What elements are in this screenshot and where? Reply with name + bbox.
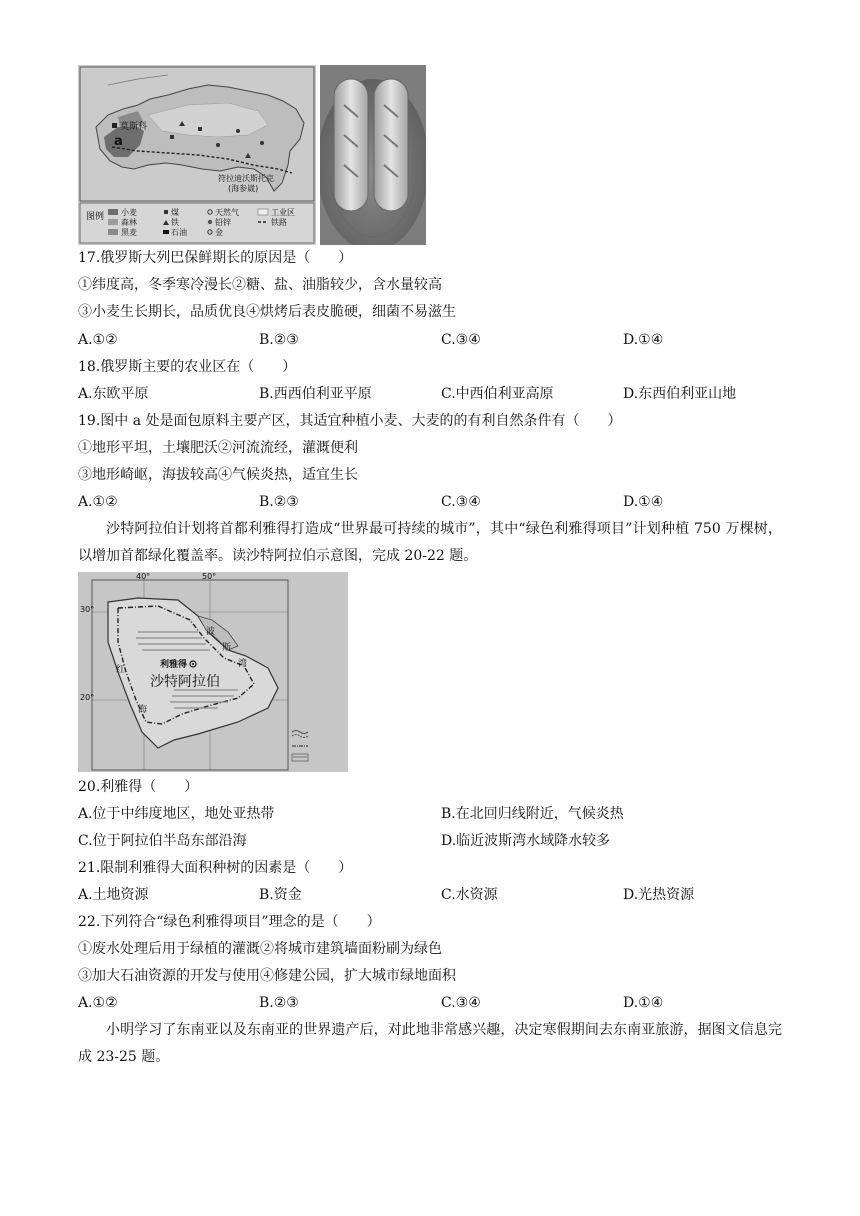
legend-lead-zinc: 铅锌 [215, 218, 231, 227]
q18-option-b[interactable]: B.西西伯利亚平原 [259, 386, 372, 402]
legend-oil: 石油 [171, 228, 187, 237]
moscow-marker [112, 123, 117, 128]
bread-image [320, 65, 426, 245]
q22-option-a[interactable]: A.①② [78, 995, 118, 1011]
q20-stem: 20.利雅得（ ） [78, 779, 199, 795]
q17-statement-2: ③小麦生长期长，品质优良④烘烤后表皮脆硬，细菌不易滋生 [78, 304, 456, 320]
saudi-map [78, 572, 348, 772]
q17-option-d[interactable]: D.①④ [623, 332, 664, 348]
q20-option-a[interactable]: A.位于中纬度地区，地处亚热带 [78, 806, 275, 822]
q19-statement-1: ①地形平坦，土壤肥沃②河流流经，灌溉便利 [78, 440, 358, 456]
q20-options-row1 [78, 804, 778, 824]
q19-stem: 19.图中 a 处是面包原料主要产区，其适宜种植小麦、大麦的的有利自然条件有（ ） [78, 413, 622, 429]
q21-stem: 21.限制利雅得大面积种树的因素是（ ） [78, 860, 353, 876]
q20-option-c[interactable]: C.位于阿拉伯半岛东部沿海 [78, 833, 247, 849]
q21-option-d[interactable]: D.光热资源 [623, 887, 695, 903]
q18-options [78, 384, 778, 404]
russia-map-legend [80, 203, 314, 243]
lat-30-label: 30° [80, 605, 95, 614]
legend-gold: 金 [215, 228, 223, 237]
legend-rye: 黑麦 [121, 228, 137, 237]
russia-map-figure [78, 65, 316, 245]
bread-photo [320, 65, 426, 245]
q19-options [78, 492, 778, 512]
legend-iron: 铁 [171, 218, 179, 227]
q18-option-d[interactable]: D.东西伯利亚山地 [623, 386, 737, 402]
q22-options [78, 993, 778, 1013]
q19-option-c[interactable]: C.③④ [441, 494, 481, 510]
vladivostok-sub-label: (海参崴) [228, 184, 259, 193]
lon-50-label: 50° [202, 572, 217, 581]
legend-wheat: 小麦 [121, 208, 137, 217]
q21-option-b[interactable]: B.资金 [259, 887, 302, 903]
q17-options [78, 330, 778, 350]
q18-option-c[interactable]: C.中西伯利亚高原 [441, 386, 554, 402]
legend-industrial: 工业区 [271, 208, 295, 217]
q21-options [78, 885, 778, 905]
lat-20-label: 20° [80, 693, 95, 702]
q22-stem: 22.下列符合“绿色利雅得项目”理念的是（ ） [78, 914, 381, 930]
q20-option-d[interactable]: D.临近波斯湾水域降水较多 [441, 833, 611, 849]
q19-option-d[interactable]: D.①④ [623, 494, 664, 510]
legend-forest: 森林 [121, 218, 137, 227]
passage-southeast-asia: 小明学习了东南亚以及东南亚的世界遗产后，对此地非常感兴趣，决定寒假期间去东南亚旅游，据图文信息完成 23-25 题。 [78, 1022, 782, 1065]
q22-statement-1: ①废水处理后用于绿植的灌溉②将城市建筑墙面粉刷为绿色 [78, 941, 442, 957]
q21-option-a[interactable]: A.土地资源 [78, 887, 149, 903]
q20-option-b[interactable]: B.在北回归线附近，气候炎热 [441, 806, 624, 822]
q22-option-c[interactable]: C.③④ [441, 995, 481, 1011]
saudi-label: 沙特阿拉伯 [150, 674, 220, 690]
passage-saudi: 沙特阿拉伯计划将首都利雅得打造成“世界最可持续的城市”，其中“绿色利雅得项目”计划种植 750 万棵树，以增加首都绿化覆盖率。读沙特阿拉伯示意图，完成 20-22 题。 [78, 521, 782, 564]
q17-option-b[interactable]: B.②③ [259, 332, 299, 348]
moscow-label: 莫斯科 [120, 122, 148, 132]
q19-option-b[interactable]: B.②③ [259, 494, 299, 510]
legend-gas: 天然气 [215, 208, 239, 217]
russia-map [78, 65, 316, 245]
vladivostok-label: 符拉迪沃斯托克 [218, 174, 274, 183]
red-sea-label-2: 海 [138, 705, 148, 715]
gulf-label-3: 湾 [238, 659, 248, 669]
q19-statement-2: ③地形崎岖，海拔较高④气候炎热，适宜生长 [78, 467, 358, 483]
lon-40-label: 40° [136, 572, 151, 581]
q21-option-c[interactable]: C.水资源 [441, 887, 498, 903]
legend-railway: 铁路 [271, 218, 287, 227]
q19-option-a[interactable]: A.①② [78, 494, 118, 510]
q17-stem: 17.俄罗斯大列巴保鲜期长的原因是（ ） [78, 250, 353, 266]
q22-option-d[interactable]: D.①④ [623, 995, 664, 1011]
q18-stem: 18.俄罗斯主要的农业区在（ ） [78, 359, 297, 375]
q22-statement-2: ③加大石油资源的开发与使用④修建公园，扩大城市绿地面积 [78, 968, 456, 984]
q17-option-a[interactable]: A.①② [78, 332, 118, 348]
red-sea-label-1: 红 [116, 665, 126, 675]
saudi-map-figure [78, 572, 348, 772]
q17-statement-1: ①纬度高，冬季寒冷漫长②糖、盐、油脂较少，含水量较高 [78, 277, 442, 293]
q18-option-a[interactable]: A.东欧平原 [78, 386, 149, 402]
q20-options-row2 [78, 831, 778, 851]
riyadh-label: 利雅得 [160, 660, 188, 670]
a-label: a [114, 134, 123, 149]
gulf-label-2: 斯 [222, 643, 232, 653]
q17-option-c[interactable]: C.③④ [441, 332, 481, 348]
gulf-label-1: 波 [206, 627, 216, 637]
legend-coal: 煤 [171, 208, 179, 217]
q22-option-b[interactable]: B.②③ [259, 995, 299, 1011]
legend-title: 图例 [86, 212, 105, 222]
